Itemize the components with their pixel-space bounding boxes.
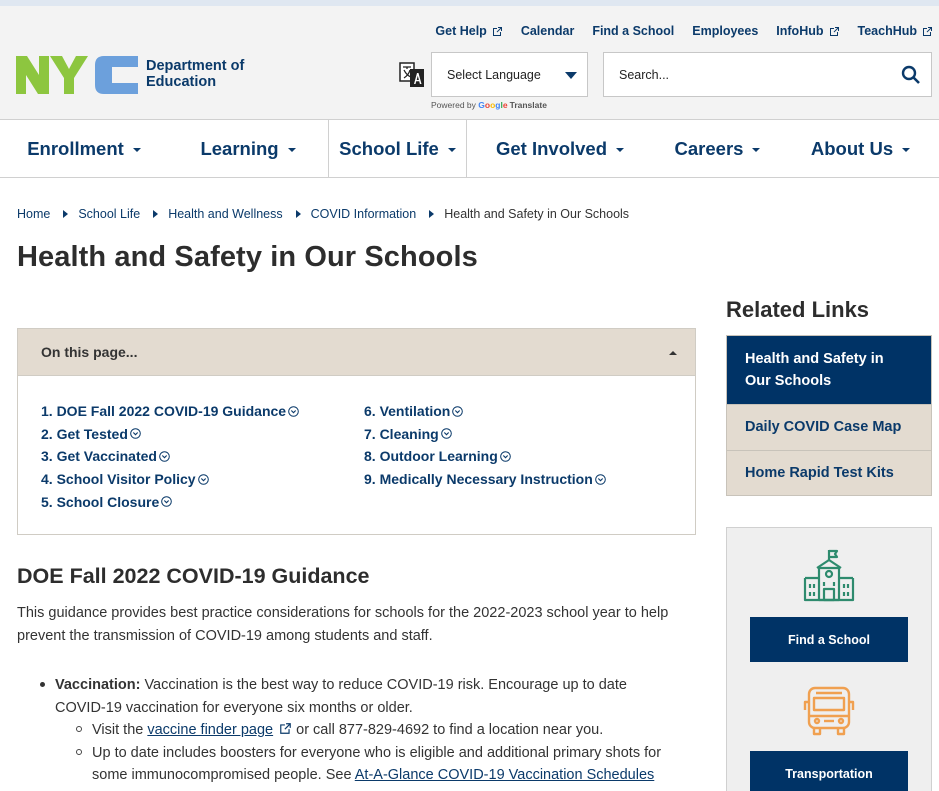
on-this-page-link[interactable] [41,445,299,468]
nav-label: About Us [810,137,894,159]
on-this-page-link-label: 5. School Closure [41,493,160,510]
nav-label: Careers [674,137,744,159]
sub-bullet-text: Up to date includes boosters for everyone who is eligible and additional primary shots for [92,744,662,761]
chevron-down-icon [565,72,577,79]
logo-text-line1: Department of [146,58,245,74]
utility-link-calendar[interactable] [521,24,575,38]
utility-link-teachhub[interactable] [858,24,934,38]
related-link-health-safety[interactable] [727,336,931,404]
nav-label: Learning [200,137,279,159]
utility-link-infohub[interactable] [776,24,839,38]
nav-get-involved[interactable] [467,120,653,177]
nyc-doe-logo[interactable] [16,52,244,96]
google-letter: G [478,100,485,110]
page-title: Health and Safety in Our Schools [17,241,478,273]
on-this-page-link[interactable] [41,423,299,446]
chevron-down-icon [133,148,141,152]
google-letter: e [502,100,508,110]
on-this-page-link-label: 7. Cleaning [364,425,439,442]
transportation-button[interactable]: Transportation [750,751,908,791]
utility-link-employees[interactable] [692,24,758,38]
on-this-page-link-label: 1. DOE Fall 2022 COVID-19 Guidance [41,403,287,420]
language-select[interactable] [431,52,588,97]
on-this-page-link[interactable] [41,400,299,423]
breadcrumb-arrow-icon [63,210,68,218]
on-this-page-link-label: 2. Get Tested [41,425,128,442]
intro-line: prevent the transmission of COVID-19 among students and staff. [17,627,433,644]
related-link-label: Health and Safety in Our Schools [745,351,884,389]
on-this-page-link[interactable] [364,468,606,491]
related-link-label: Home Rapid Test Kits [745,464,894,481]
on-this-page-toggle[interactable] [18,329,695,376]
sub-bullet-text: some immunocompromised people. See [92,767,355,783]
google-letter: o [484,100,491,110]
main-nav [0,119,939,178]
list-item [17,742,702,787]
search-icon[interactable] [901,65,921,85]
logo-text [146,58,244,90]
related-links-title: Related Links [726,297,870,322]
on-this-page-link[interactable] [41,490,299,513]
breadcrumb-arrow-icon [429,210,434,218]
on-this-page-column-1 [41,400,299,513]
chevron-down-icon [616,148,624,152]
on-this-page-link-label: 4. School Visitor Policy [41,471,196,488]
vaccine-finder-link[interactable]: vaccine finder page [147,722,274,738]
sub-bullet-icon [76,749,82,755]
on-this-page-link-label: 9. Medically Necessary Instruction [364,471,593,488]
utility-link-label: TeachHub [857,24,917,38]
related-link-label: Daily COVID Case Map [745,419,902,436]
circle-chevron-down-icon [441,428,452,439]
translate-icon[interactable] [398,61,426,89]
circle-chevron-down-icon [130,428,141,439]
nav-school-life[interactable] [328,120,467,177]
school-bus-icon [802,683,856,742]
chevron-down-icon [288,148,296,152]
utility-link-label: Calendar [520,24,575,38]
utility-link-label: InfoHub [776,24,824,38]
breadcrumb-current: Health and Safety in Our Schools [444,207,630,221]
section-title: DOE Fall 2022 COVID-19 Guidance [17,564,370,588]
nyc-logo-mark [16,52,142,96]
logo-text-line2: Education [146,74,217,90]
breadcrumb-arrow-icon [153,210,158,218]
nav-enrollment[interactable] [0,120,168,177]
utility-link-get-help[interactable] [435,24,502,38]
circle-chevron-down-icon [288,406,299,417]
on-this-page-link[interactable] [41,468,299,491]
utility-link-label: Get Help [435,24,487,38]
on-this-page-link-label: 3. Get Vaccinated [41,448,157,465]
breadcrumb [17,207,629,221]
nav-careers[interactable] [653,120,782,177]
external-link-icon [492,26,503,37]
breadcrumb-link[interactable]: COVID Information [310,207,417,221]
chevron-down-icon [902,148,910,152]
circle-chevron-down-icon [161,496,172,507]
related-link-rapid-test-kits[interactable] [727,450,931,496]
circle-chevron-down-icon [500,451,511,462]
section-intro [17,602,702,647]
chevron-up-icon [669,351,677,355]
on-this-page-link[interactable] [364,400,606,423]
bullet-text: COVID-19 vaccination for everyone six months or older. [55,699,413,716]
translate-text: Translate [509,100,547,110]
external-link-icon [829,26,840,37]
bullet-text: Vaccination is the best way to reduce COVID-19 risk. Encourage up to date [140,677,627,693]
list-item [17,674,702,719]
circle-chevron-down-icon [595,474,606,485]
sub-bullet-text: or call 877-829-4692 to find a location near you. [292,722,604,738]
bullet-icon [40,682,45,687]
google-letter: g [495,100,501,110]
breadcrumb-link[interactable]: Health and Wellness [168,207,283,221]
circle-chevron-down-icon [198,474,209,485]
breadcrumb-link[interactable]: Home [17,207,51,221]
on-this-page-heading: On this page... [41,344,138,360]
powered-by-text: Powered by [431,100,476,110]
bullet-label: Vaccination: [55,677,141,693]
school-icon [802,548,856,607]
google-letter: l [500,100,503,110]
nav-label: School Life [339,137,439,159]
guidance-list [17,674,702,787]
on-this-page-link[interactable] [364,445,606,468]
chevron-down-icon [448,148,456,152]
google-letter: o [490,100,496,110]
chevron-down-icon [752,148,760,152]
nav-label: Get Involved [495,137,608,159]
circle-chevron-down-icon [452,406,463,417]
sub-bullet-icon [76,726,82,732]
breadcrumb-link[interactable]: School Life [78,207,141,221]
utility-link-find-a-school[interactable] [592,24,674,38]
sub-bullet-text: Visit the [92,722,148,738]
related-links-list [726,335,932,496]
intro-line: This guidance provides best practice considerations for schools for the 2022-2023 school year to help [17,605,669,621]
on-this-page-link-label: 6. Ventilation [364,403,451,420]
google-translate-attribution [431,100,547,110]
nav-about-us[interactable] [782,120,939,177]
utility-link-label: Employees [692,24,759,38]
nav-learning[interactable] [168,120,328,177]
circle-chevron-down-icon [159,451,170,462]
on-this-page-link[interactable] [364,423,606,446]
on-this-page-panel [17,328,696,535]
find-a-school-button[interactable]: Find a School [750,617,908,662]
on-this-page-link-label: 8. Outdoor Learning [364,448,498,465]
search-box [603,52,932,97]
vaccination-schedules-link[interactable]: At-A-Glance COVID-19 Vaccination Schedules [354,767,655,783]
breadcrumb-arrow-icon [296,210,301,218]
quick-links-panel [726,527,932,791]
search-input[interactable] [619,68,879,82]
utility-link-label: Find a School [592,24,675,38]
related-link-covid-case-map[interactable] [727,404,931,450]
nav-label: Enrollment [27,137,124,159]
utility-nav [417,24,933,38]
language-select-label: Select Language [447,67,541,82]
on-this-page-column-2 [364,400,606,490]
list-item [17,719,702,742]
external-link-icon [922,26,933,37]
external-link-icon [279,722,292,735]
